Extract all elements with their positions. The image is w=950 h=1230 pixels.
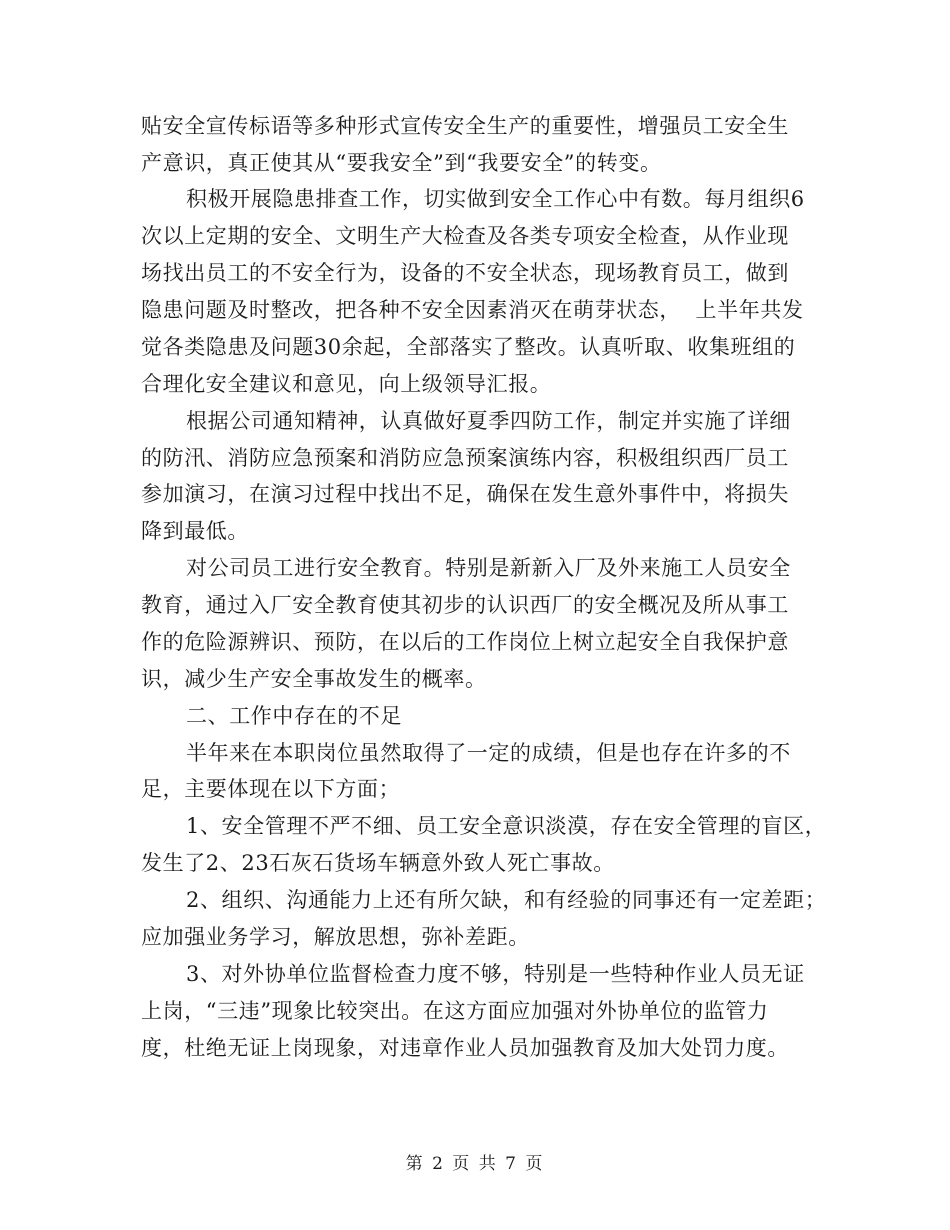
text-line: 识，减少生产安全事故发生的概率。 [141,667,487,691]
text-line: 积极开展隐患排查工作，切实做到安全工作心中有数。每月组织6 [186,187,805,211]
text-line: 度，杜绝无证上岗现象，对违章作业人员加强教育及加大处罚力度。 [141,1036,789,1060]
text-line: 次以上定期的安全、文明生产大检查及各类专项安全检查，从作业现 [141,224,789,248]
text-line: 1、安全管理不严不细、员工安全意识淡漠，存在安全管理的盲区， [186,814,827,838]
text-line: 应加强业务学习，解放思想，弥补差距。 [141,925,530,949]
section-heading: 二、工作中存在的不足 [186,704,402,728]
text-line: 觉各类隐患及问题30余起，全部落实了整改。认真听取、收集班组的 [141,335,796,359]
text-line: 作的危险源辨识、预防，在以后的工作岗位上树立起安全自我保护意 [141,630,789,654]
text-line: 2、组织、沟通能力上还有所欠缺，和有经验的同事还有一定差距； [186,888,827,912]
text-line: 半年来在本职岗位虽然取得了一定的成绩，但是也存在许多的不 [186,741,791,765]
text-line: 根据公司通知精神，认真做好夏季四防工作，制定并实施了详细 [186,409,791,433]
text-line: 的防汛、消防应急预案和消防应急预案演练内容，积极组织西厂员工 [141,446,789,470]
text-line: 产意识，真正使其从“要我安全”到“我要安全”的转变。 [141,151,662,175]
text-line: 参加演习，在演习过程中找出不足，确保在发生意外事件中，将损失 [141,482,789,506]
text-line: 场找出员工的不安全行为，设备的不安全状态，现场教育员工，做到 [141,261,789,285]
text-line: 上岗，“三违”现象比较突出。在这方面应加强对外协单位的监管力 [141,999,769,1023]
text-line: 合理化安全建议和意见，向上级领导汇报。 [141,372,552,396]
text-line: 降到最低。 [141,519,249,543]
text-line: 足，主要体现在以下方面； [141,777,401,801]
text-line: 发生了2、23石灰石货场车辆意外致人死亡事故。 [141,851,615,875]
text-line: 教育，通过入厂安全教育使其初步的认识西厂的安全概况及所从事工 [141,593,789,617]
text-line: 贴安全宣传标语等多种形式宣传安全生产的重要性，增强员工安全生 [141,114,789,138]
text-line: 对公司员工进行安全教育。特别是新新入厂及外来施工人员安全 [186,556,791,580]
text-line: 3、对外协单位监督检查力度不够，特别是一些特种作业人员无证 [186,962,805,986]
text-line: 隐患问题及时整改，把各种不安全因素消灭在萌芽状态， 上半年共发 [141,298,804,322]
page-number-footer: 第 2 页 共 7 页 [405,1154,545,1174]
